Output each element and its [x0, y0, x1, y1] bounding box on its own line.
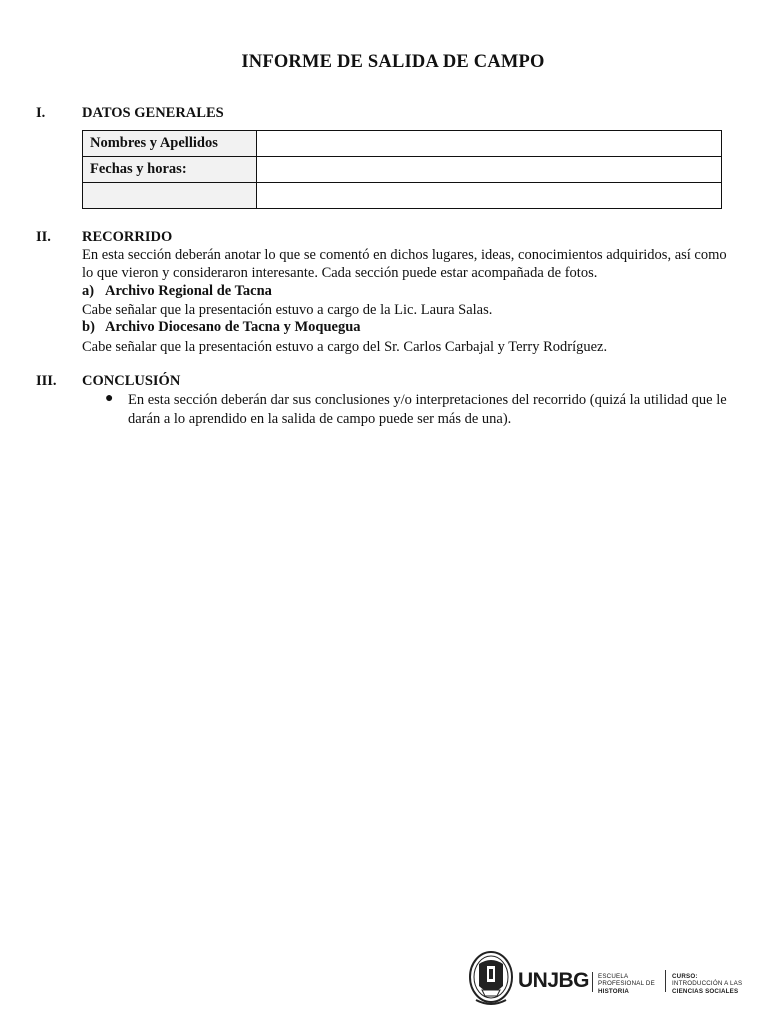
page-title: INFORME DE SALIDA DE CAMPO — [241, 52, 545, 72]
item-b-heading — [82, 319, 361, 336]
table-value-cell[interactable] — [257, 183, 722, 209]
table-row — [83, 131, 722, 157]
section-1-number: I. — [36, 105, 46, 121]
bullet-text: En esta sección deberán dar sus conclusiones y/o interpretaciones del recorrido (quizá la utilidad que le darán a lo aprendido en la salida de campo puede ser más de una). — [128, 392, 727, 427]
item-marker: a) — [82, 283, 95, 299]
course-line: INTRODUCCIÓN A LAS — [672, 980, 743, 988]
item-a-heading — [82, 283, 272, 300]
table-row — [83, 183, 722, 209]
item-b-text: Cabe señalar que la presentación estuvo a cargo del Sr. Carlos Carbajal y Terry Rodríguez. — [82, 339, 608, 355]
section-2-heading: RECORRIDO — [82, 229, 173, 245]
table-value-cell[interactable] — [257, 131, 722, 157]
table-label-cell[interactable] — [83, 183, 257, 209]
section-3-number: III. — [36, 373, 57, 389]
datos-generales-table — [82, 130, 722, 209]
university-seal-icon — [468, 950, 514, 1008]
table-row — [83, 157, 722, 183]
school-line: HISTORIA — [598, 987, 630, 995]
footer-logo — [468, 948, 758, 1010]
item-title: Archivo Diocesano de Tacna y Moquegua — [105, 319, 361, 335]
footer-divider — [665, 970, 666, 992]
bullet-icon: ● — [105, 391, 114, 406]
school-line: ESCUELA — [598, 973, 629, 980]
section-2-number: II. — [36, 229, 51, 245]
school-line: PROFESIONAL DE — [598, 980, 655, 988]
course-name — [672, 973, 742, 995]
school-name — [598, 973, 655, 995]
item-title: Archivo Regional de Tacna — [105, 283, 272, 299]
table-label-cell: Fechas y horas: — [83, 157, 257, 183]
item-a-text: Cabe señalar que la presentación estuvo a cargo de la Lic. Laura Salas. — [82, 302, 493, 318]
section-2-intro: En esta sección deberán anotar lo que se comentó en dichos lugares, ideas, conocimientos adquiridos, así como lo que vieron y consideraron interesante. Cada sección puede estar acompañada de fotos. — [82, 247, 727, 282]
table-label-cell: Nombres y Apellidos — [83, 131, 257, 157]
table-value-cell[interactable] — [257, 157, 722, 183]
item-marker: b) — [82, 319, 95, 335]
university-name: UNJBG — [518, 969, 590, 992]
footer-divider — [592, 972, 593, 992]
section-3-heading: CONCLUSIÓN — [82, 373, 181, 389]
section-1-heading: DATOS GENERALES — [82, 105, 224, 121]
course-line: CIENCIAS SOCIALES — [672, 987, 739, 995]
course-label: CURSO: — [672, 973, 698, 980]
